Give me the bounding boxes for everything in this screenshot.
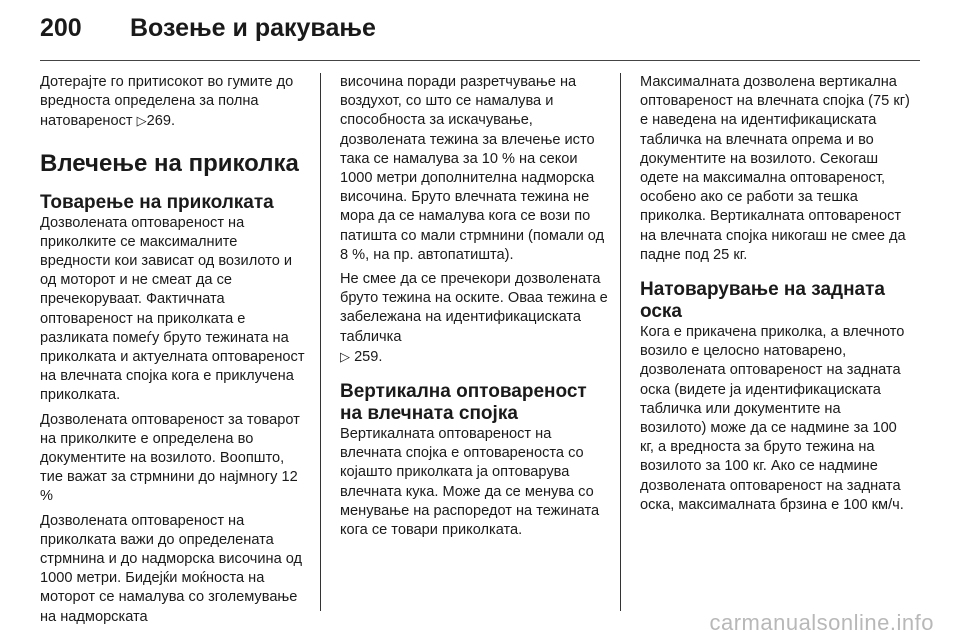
paragraph: Кога е прикачена приколка, а влечното возило е целосно натоварено, дозволената оптовареност на задната оска (видете ја идентификациската табличка или документите на возилото) може да се надмине за 100 кг, а вредноста за бруто тежина на возилото за 100 кг. Ако се надмине дозволената оптовареност на задната оска, максималната брзина е 100 км/ч. (640, 324, 905, 513)
column-1 (40, 73, 310, 632)
paragraph: Максималната дозволена вертикална оптовареност на влечната спојка (75 кг) е наведена на идентификациската табличка на влечната опрема и во документите на возилото. Секогаш одете на максимална оптовареност, особено ако се работи за тешка приколка. Вертикалната оптовареност на влечната спојка никогаш не смее да падне под 25 кг. (640, 74, 910, 263)
paragraph: Дозволената оптовареност на приколката важи до определената стрмнина и до надморска височина од 1000 метри. Бидејќи моќноста на моторот се намалува со зголемување на надморската (40, 512, 303, 625)
column-2 (340, 73, 610, 545)
intro-page-ref: 269. (146, 113, 176, 130)
subsection-title-vertical-load: Вертикална оптовареност на влечната спојка (340, 381, 587, 425)
page-number: 200 (40, 14, 82, 42)
page-reference-icon: ▷ (136, 113, 147, 129)
section-title: Влечење на приколка (40, 149, 299, 177)
watermark: carmanualsonline.info (709, 610, 934, 635)
paragraph: Вертикалната оптовареност на влечната спојка е оптовареноста со којашто приколката ја оптоварува влечната кука. Може да се менува со менување на распоредот на тежината кога се товари приколката. (340, 426, 600, 539)
header-divider (40, 60, 920, 61)
chapter-title: Возење и ракување (130, 14, 376, 42)
paragraph-text: Не смее да се пречекори дозволената бруто тежина на оските. Оваа тежина е забележана на идентификациската табличка (340, 271, 608, 345)
subsection-title-trailer-loading: Товарење на приколката (40, 191, 274, 213)
column-divider (620, 73, 621, 611)
subsection-title-rear-axle-load: Натоварување на задната оска (640, 279, 885, 323)
paragraph: Дозволената оптовареност на приколките се максималните вредности кои зависат од возилото и од моторот и не смеат да се пречекоруваат. Фактичната оптовареност на приколката е разликата помеѓу бруто тежината на приколката и актуелната оптовареност на влечната спојка кога е приклучена приколката. (40, 214, 305, 404)
paragraph-with-ref (340, 270, 610, 367)
page-reference-icon: ▷ (340, 348, 350, 364)
column-3 (640, 73, 910, 520)
intro-text: Дотерајте го притисокот во гумите до вредноста определена за полна натовареност (40, 74, 294, 130)
intro-paragraph (40, 73, 310, 132)
paragraph: Дозволената оптовареност за товарот на приколките е определена во документите на возилото. Воопшто, тие важат за стрмнини до најмногу 12 % (40, 411, 300, 505)
page-header (40, 14, 376, 43)
paragraph: височина поради разретчување на воздухот, со што се намалува и способноста за искачување, дозволената тежина за влечење исто така се намалува за 10 % на секои 1000 метри дополнителна надморска височина. Бруто влечната тежина не мора да се намалува кога се вози по патишта со мали стрмнини (помали од 8 %, на пр. автопатишта). (340, 74, 605, 263)
page-ref: 259. (354, 348, 383, 365)
column-divider (320, 73, 321, 611)
